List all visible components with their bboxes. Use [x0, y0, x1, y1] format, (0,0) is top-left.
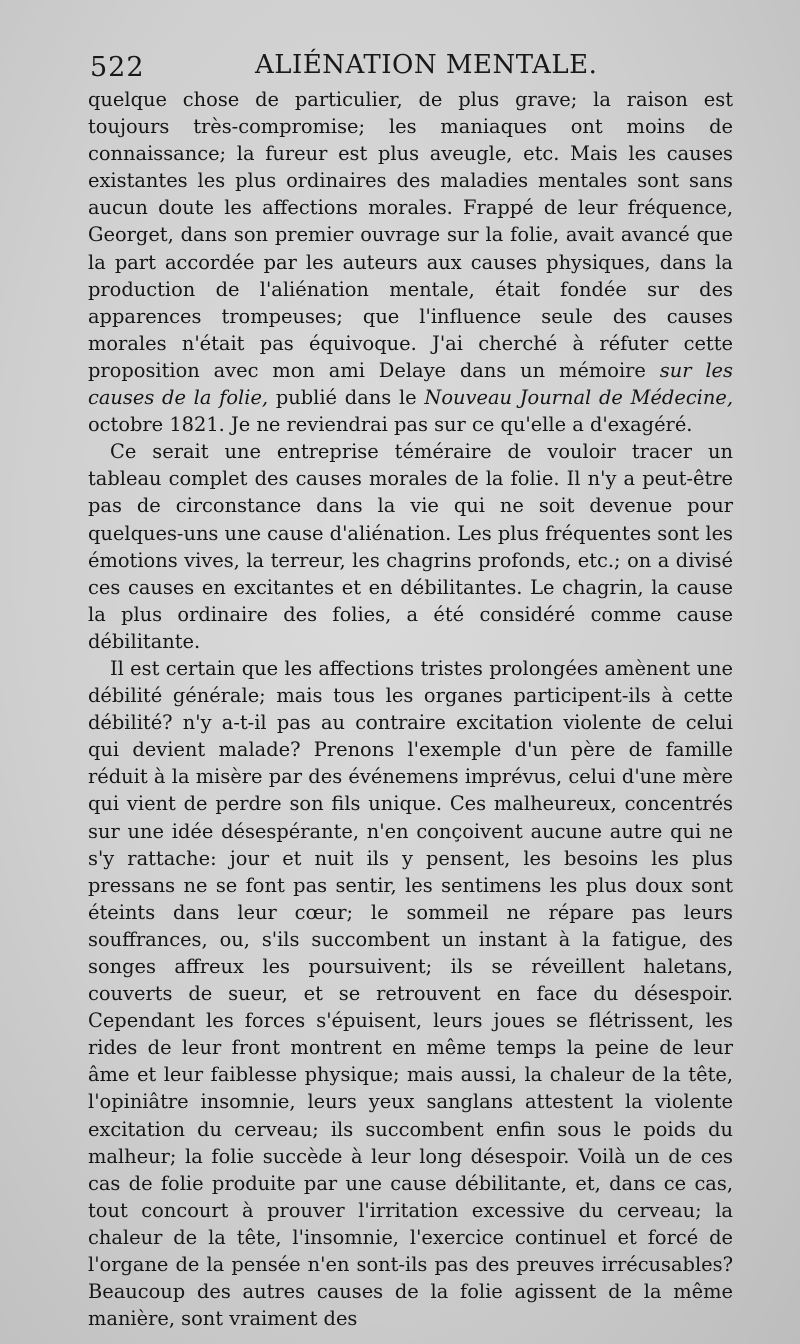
paragraph-1 [88, 86, 733, 438]
article-title-italic: sur les causes de la folie, [88, 358, 733, 410]
journal-title-italic: Nouveau Journal de Médecine, [424, 386, 734, 410]
paragraph-1-text: quelque chose de particulier, de plus grave; la raison est toujours très-compromise; les maniaques ont moins de connaissance; la fureur est plus aveugle, etc. Mais les causes existantes les plus ordinaires des maladies mentales sont sans aucun doute les affections morales. Frappé de leur fréquence, Georget, dans son premier ouvrage sur la folie, avait avancé que la part accordée par les auteurs aux causes physiques, dans la production de l'aliénation mentale, était fondée sur des apparences trompeuses; que l'influence seule des causes morales n'était pas équivoque. J'ai cherché à réfuter cette proposition avec mon ami Delaye dans un mémoire [88, 88, 733, 382]
paragraph-1-text-3: octobre 1821. Je ne reviendrai pas sur ce qu'elle a d'exagéré. [88, 413, 693, 437]
running-title: ALIÉNATION MENTALE. [255, 50, 598, 80]
page-header [90, 50, 730, 90]
paragraph-1-text-2: publié dans le [268, 386, 425, 410]
paragraph-3 [88, 655, 733, 1332]
page-number: 522 [90, 52, 145, 83]
body-text [88, 86, 733, 1332]
paragraph-2 [88, 438, 733, 655]
paragraph-3-text: Il est certain que les affections tristes prolongées amènent une débilité générale; mais tous les organes participent-ils à cette débilité? n'y a-t-il pas au contraire excitation violente de celui qui devient malade? Prenons l'exemple d'un père de famille réduit à la misère par des événemens imprévus, celui d'une mère qui vient de perdre son fils unique. Ces malheureux, concentrés sur une idée désespérante, n'en conçoivent aucune autre qui ne s'y rattache: jour et nuit ils y pensent, les besoins les plus pressans ne se font pas sentir, les sentimens les plus doux sont éteints dans leur cœur; le sommeil ne répare pas leurs souffrances, ou, s'ils succombent un instant à la fatigue, des songes affreux les poursuivent; ils se réveillent haletans, couverts de sueur, et se retrouvent en face du désespoir. Cependant les forces s'épuisent, leurs joues se flétrissent, les rides de leur front montrent en même temps la peine de leur âme et leur faiblesse physique; mais aussi, la chaleur de la tête, l'opiniâtre insomnie, leurs yeux sanglans attestent la violente excitation du cerveau; ils succombent enfin sous le poids du malheur; la folie succède à leur long désespoir. Voilà un de ces cas de folie produite par une cause débilitante, et, dans ce cas, tout concourt à prouver l'irritation excessive du cerveau; la chaleur de la tête, l'insomnie, l'exercice continuel et forcé de l'organe de la pensée n'en sont-ils pas des preuves irrécusables? Beaucoup des autres causes de la folie agissent de la même manière, sont vraiment des [88, 656, 733, 1331]
paragraph-2-text: Ce serait une entreprise téméraire de vouloir tracer un tableau complet des causes morales de la folie. Il n'y a peut-être pas de circonstance dans la vie qui ne soit devenue pour quelques-uns une cause d'aliénation. Les plus fréquentes sont les émotions vives, la terreur, les chagrins profonds, etc.; on a divisé ces causes en excitantes et en débilitantes. Le chagrin, la cause la plus ordinaire des folies, a été considéré comme cause débilitante. [88, 440, 733, 653]
